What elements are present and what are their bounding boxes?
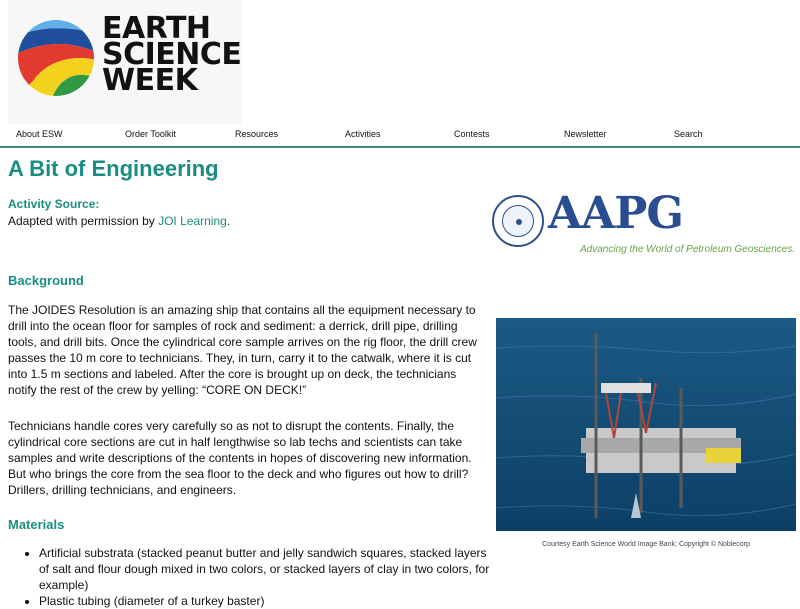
activity-source-text xyxy=(8,213,230,229)
logo-line-week: WEEK xyxy=(102,63,198,98)
main-nav xyxy=(0,124,800,148)
aapg-seal-icon xyxy=(492,195,544,247)
site-header xyxy=(8,0,242,124)
logo-line-science: SCIENCE xyxy=(102,37,242,72)
activity-source-label: Activity Source: xyxy=(8,197,100,211)
nav-about-esw[interactable]: About ESW xyxy=(16,129,63,139)
materials-heading: Materials xyxy=(8,517,65,532)
list-item: • Artificial substrata (stacked peanut butter and jelly sandwich squares, stacked layers of salt and flour dough mixed in two colors, or stacked layers of clay in two colors, for example) xyxy=(39,545,499,593)
aapg-logo[interactable] xyxy=(450,190,800,266)
list-item: • Plastic tubing (diameter of a turkey baster) xyxy=(39,593,499,609)
joi-learning-link[interactable]: JOI Learning xyxy=(158,214,227,228)
logo-line-earth: EARTH xyxy=(102,11,211,46)
nav-resources[interactable]: Resources xyxy=(235,129,279,139)
activity-source-suffix: . xyxy=(226,214,231,228)
nav-contests[interactable]: Contests xyxy=(454,129,490,139)
photo-caption: Courtesy Earth Science World Image Bank; Copyright © Noblecorp xyxy=(542,541,750,548)
activity-source-prefix: Adapted with permission by xyxy=(8,214,155,228)
drilling-rig-photo xyxy=(496,318,796,531)
earth-science-week-logo-icon[interactable] xyxy=(16,18,96,98)
nav-activities[interactable]: Activities xyxy=(345,129,381,139)
materials-list xyxy=(8,545,499,609)
page-title: A Bit of Engineering xyxy=(8,156,219,181)
nav-search[interactable]: Search xyxy=(674,129,703,139)
background-paragraph-2: Technicians handle cores very carefully so as not to disrupt the contents. Finally, the cylindrical core sections are cut in half lengthwise so lab techs and scientists can take samples and write descriptions of the contents in hopes of discovering new information. But who brings the core from the sea floor to the deck and who figures out how to drill? Drillers, drilling technicians, and engineers. xyxy=(8,419,472,497)
background-paragraph-1: The JOIDES Resolution is an amazing ship that contains all the equipment necessary to drill into the ocean floor for samples of rock and sediment: a derrick, drill pipe, drilling tools, and drill bits. Once the cylindrical core sample arrives on the rig floor, the drill crew passes the 10 m core to technicians. They, in turn, carry it to the catwalk, where it is cut into 1.5 m sections and labeled. After the core is brought up on deck, the technicians notify the rest of the crew by yelling: “CORE ON DECK!” xyxy=(8,303,477,397)
background-heading: Background xyxy=(8,273,84,288)
nav-order-toolkit[interactable]: Order Toolkit xyxy=(125,129,176,139)
nav-newsletter[interactable]: Newsletter xyxy=(564,129,607,139)
aapg-tagline: Advancing the World of Petroleum Geosciences. xyxy=(580,244,796,255)
drilling-rig-image xyxy=(496,318,796,531)
aapg-wordmark: AAPG xyxy=(548,188,683,239)
site-logo-text[interactable] xyxy=(102,11,242,98)
